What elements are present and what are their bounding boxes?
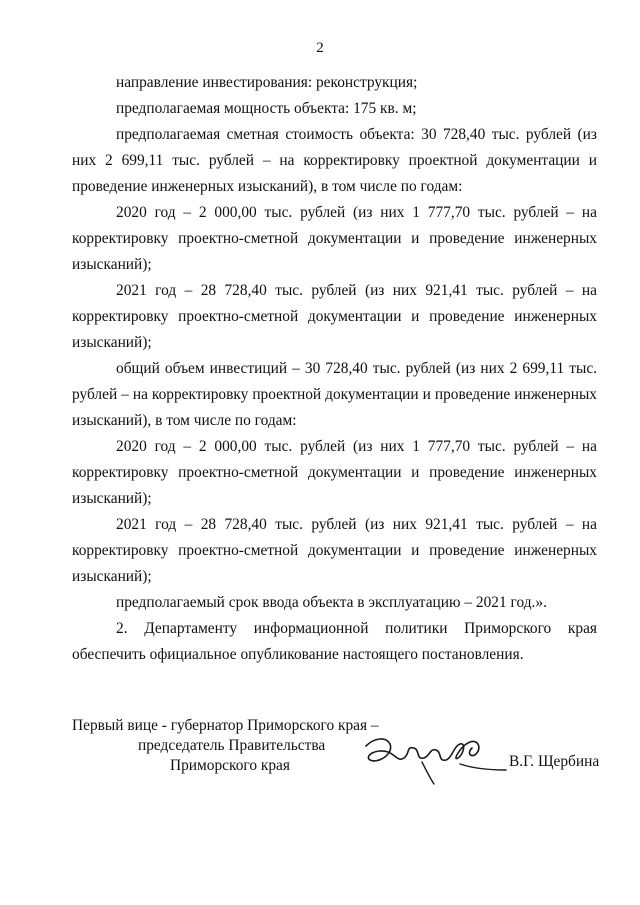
- paragraph-investment-2020: 2020 год – 2 000,00 тыс. рублей (из них 1 777,70 тыс. рублей – на корректировку проектно-сметной документации и проведение инженерных изысканий);: [72, 438, 597, 507]
- paragraph-investment-direction: направление инвестирования: реконструкция;: [116, 74, 418, 91]
- signatory-position-line2: председатель Правительства: [138, 737, 326, 754]
- paragraph-investment-2021: 2021 год – 28 728,40 тыс. рублей (из них 921,41 тыс. рублей – на корректировку проектно-сметной документации и проведение инженерных изысканий);: [72, 516, 597, 585]
- paragraph-capacity: предполагаемая мощность объекта: 175 кв. м;: [116, 100, 417, 117]
- paragraph-publication-order: 2. Департаменту информационной политики Приморского края обеспечить официальное опубликование настоящего постановления.: [72, 620, 597, 663]
- signatory-position-line3: Приморского края: [170, 757, 290, 774]
- paragraph-cost-2020: 2020 год – 2 000,00 тыс. рублей (из них 1 777,70 тыс. рублей – на корректировку проектно-сметной документации и проведение инженерных изысканий);: [72, 204, 597, 273]
- document-body: [72, 70, 597, 668]
- paragraph-total-investment: общий объем инвестиций – 30 728,40 тыс. рублей (из них 2 699,11 тыс. рублей – на корректировку проектной документации и проведение инженерных изысканий), в том числе по годам:: [72, 360, 597, 429]
- signature-block: [72, 716, 602, 796]
- handwritten-signature: [360, 724, 510, 790]
- paragraph-cost-2021: 2021 год – 28 728,40 тыс. рублей (из них 921,41 тыс. рублей – на корректировку проектно-сметной документации и проведение инженерных изысканий);: [72, 282, 597, 351]
- signatory-name: В.Г. Щербина: [509, 753, 600, 770]
- paragraph-estimated-cost: предполагаемая сметная стоимость объекта: 30 728,40 тыс. рублей (из них 2 699,11 тыс. рублей – на корректировку проектной документации и проведение инженерных изысканий), в том числе по годам:: [72, 126, 597, 195]
- signatory-position-line1: Первый вице - губернатор Приморского края –: [72, 717, 379, 734]
- page-number: 2: [316, 40, 324, 56]
- paragraph-commissioning-date: предполагаемый срок ввода объекта в эксплуатацию – 2021 год.».: [116, 594, 547, 611]
